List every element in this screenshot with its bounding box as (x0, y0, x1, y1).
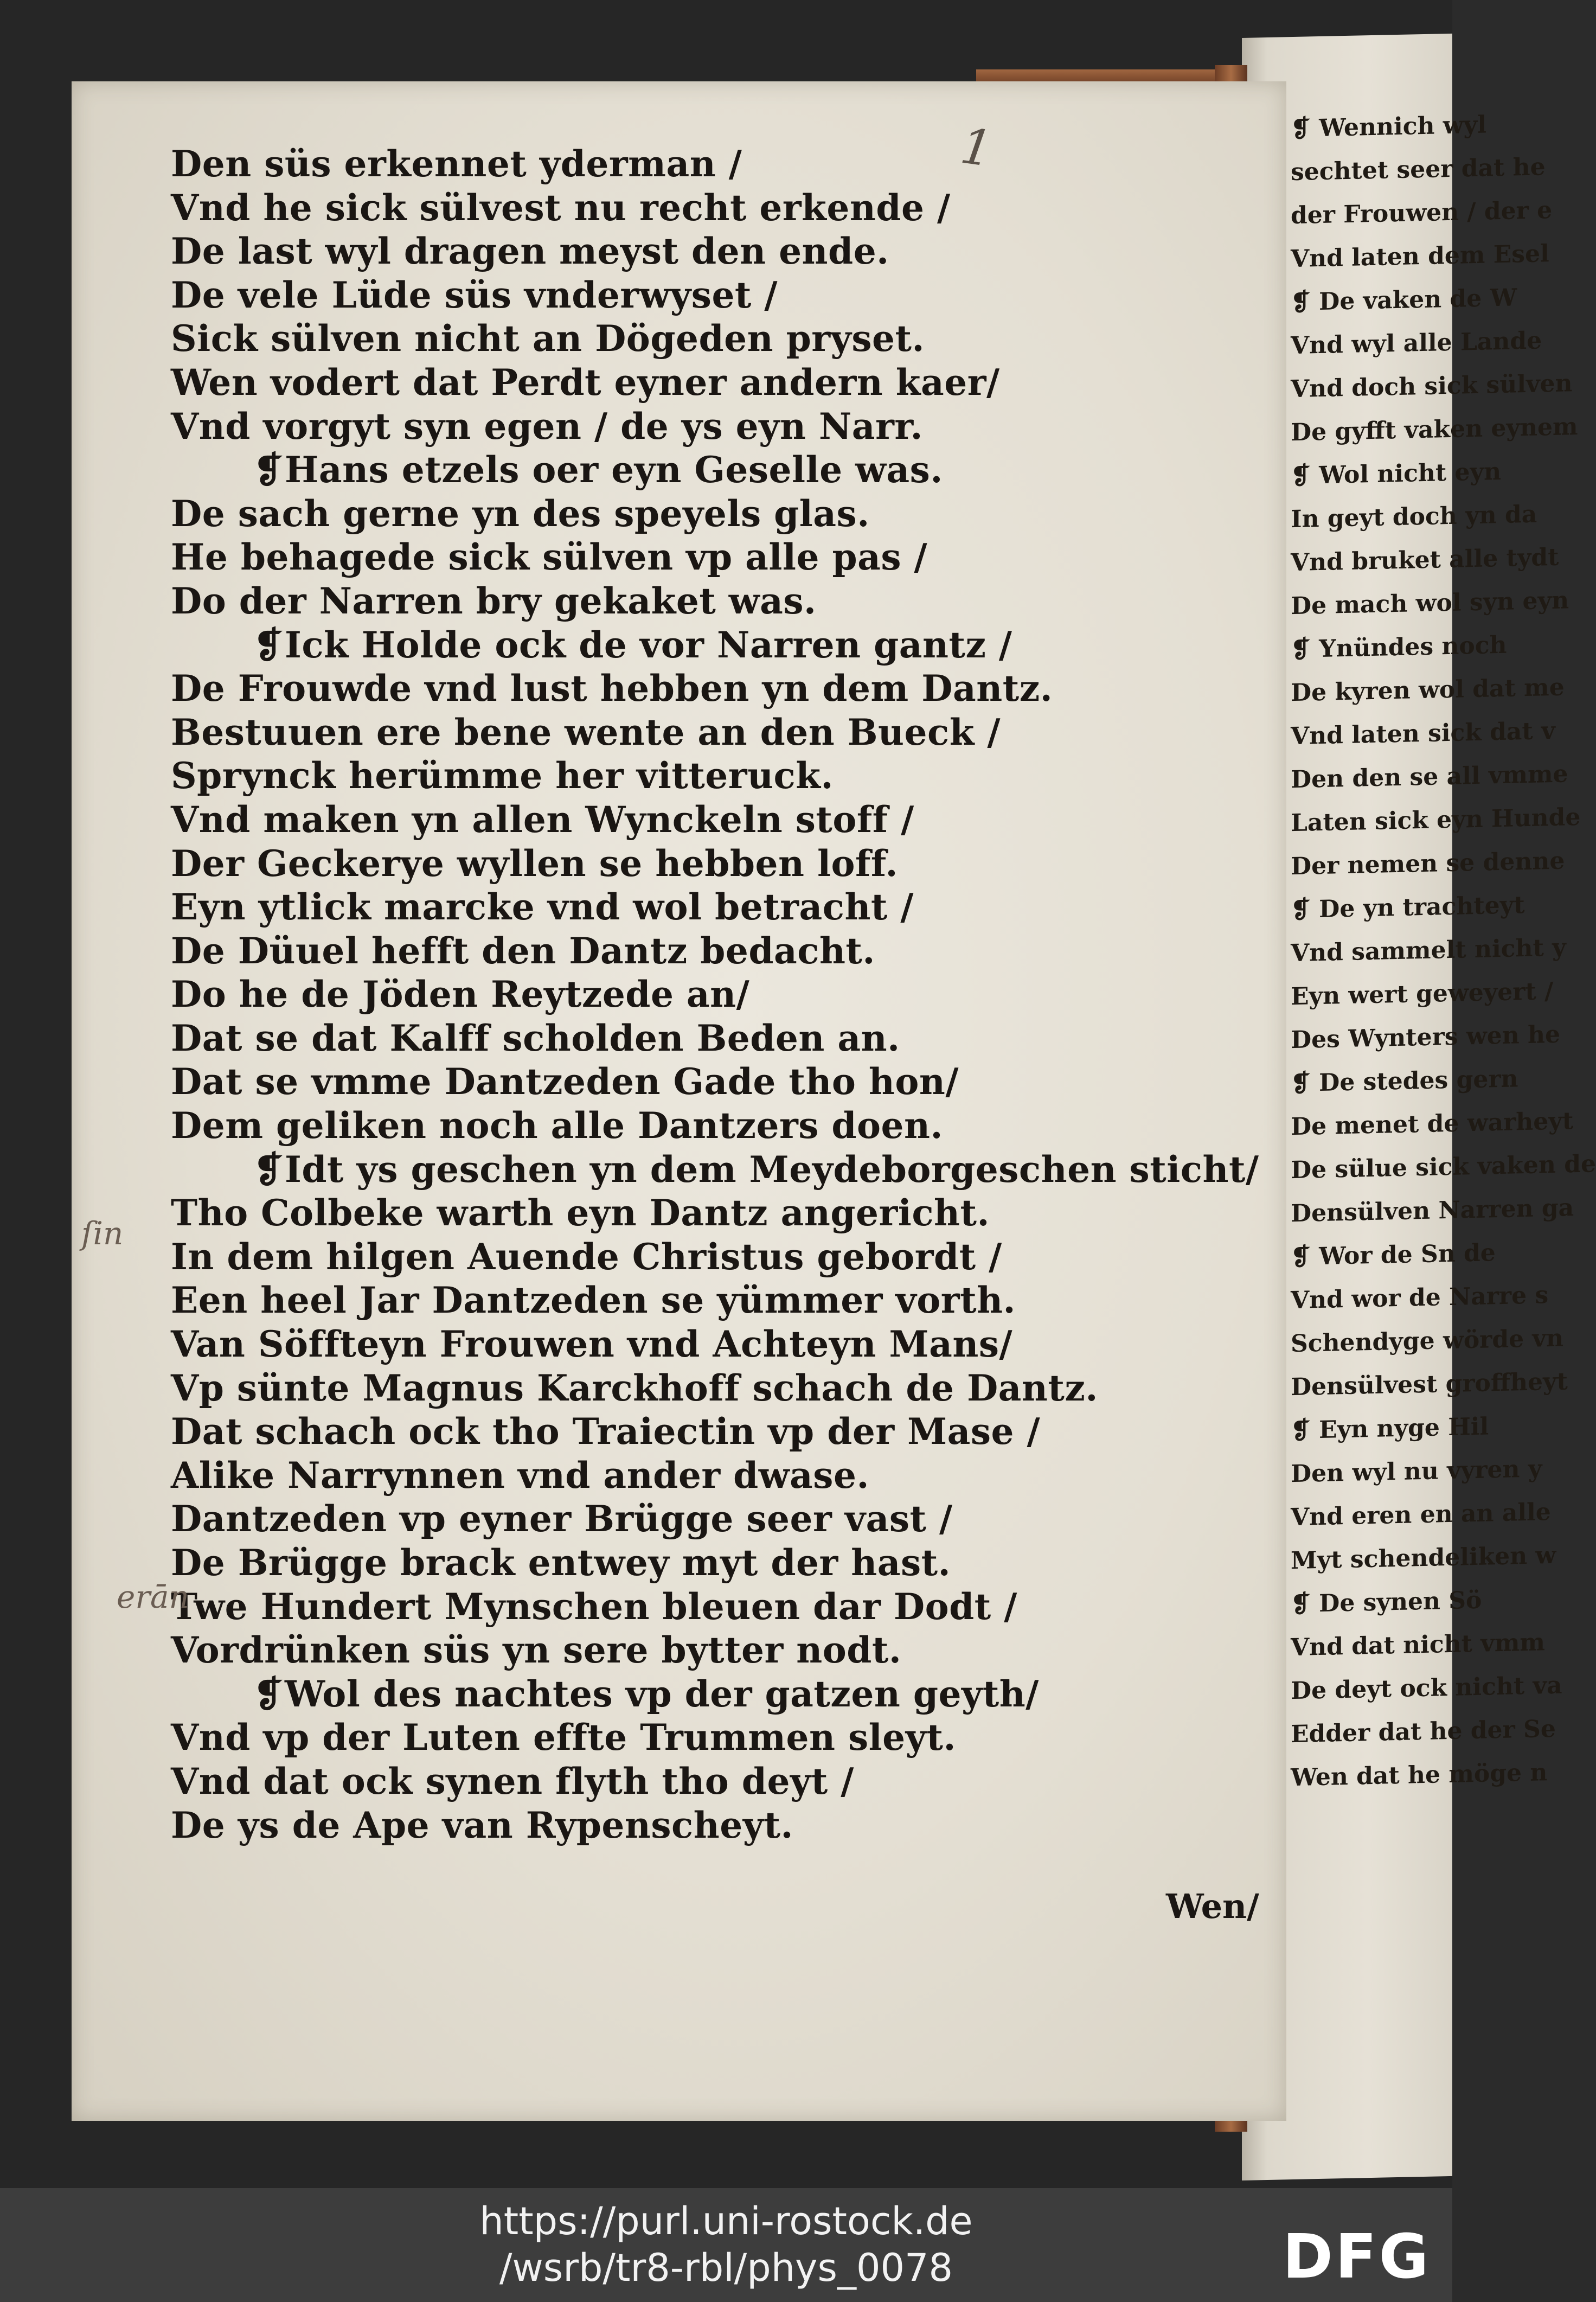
verse-line-text: In dem hilgen Auende Christus gebordt / (171, 1235, 1002, 1278)
verse-line-text: Hans etzels oer eyn Geselle was. (285, 449, 943, 491)
next-page-line: De kyren wol dat me (1291, 673, 1565, 707)
verse-line (171, 1191, 1272, 1235)
verse-line (171, 1410, 1272, 1454)
next-page-line: ❡ De synen Sö (1291, 1586, 1482, 1619)
verse-line (171, 405, 1272, 449)
pilcrow-mark: ❡ (253, 1672, 284, 1715)
verse-line-text: Een heel Jar Dantzeden se yümmer vorth. (171, 1279, 1016, 1322)
verse-line-text: Vordrünken süs yn sere bytter nodt. (171, 1629, 902, 1672)
next-page-line: Densülven Narren ga (1291, 1194, 1574, 1228)
verse-line-text: He behagede sick sülven vp alle pas / (171, 536, 928, 579)
verse-line (171, 1454, 1272, 1498)
verse-line (171, 1628, 1272, 1672)
next-page-line: Vnd laten dem Esel (1291, 240, 1549, 273)
permalink-line-1: https://purl.uni-rostock.de (479, 2199, 973, 2243)
verse-line (171, 885, 1272, 929)
next-page-line: Vnd sammelt nicht y (1291, 933, 1566, 968)
verse-line (171, 186, 1272, 230)
next-page-line: ❡ Wennich wyl (1291, 111, 1486, 143)
verse-line (171, 1760, 1272, 1804)
next-page-line: Des Wynters wen he (1291, 1020, 1560, 1054)
verse-line-text: Vnd maken yn allen Wynckeln stoff / (171, 798, 914, 841)
verse-line-text: Dat se vmme Dantzeden Gade tho hon/ (171, 1060, 959, 1103)
verse-line (171, 1585, 1272, 1629)
next-page-line: Vnd wyl alle Lande (1291, 327, 1542, 360)
verse-line (171, 229, 1272, 273)
next-page-line: Myt schendeliken w (1291, 1541, 1556, 1575)
verse-line-text: Wol des nachtes vp der gatzen geyth/ (285, 1672, 1039, 1715)
verse-line (171, 361, 1272, 405)
verse-line-text: Twe Hundert Mynschen bleuen dar Dodt / (171, 1585, 1017, 1628)
next-page-line: Densülvest groffheyt (1291, 1367, 1568, 1402)
verse-line-text: Tho Colbeke warth eyn Dantz angericht. (171, 1192, 990, 1235)
permalink-line-2: /wsrb/tr8-rbl/phys_0078 (499, 2246, 953, 2290)
verse-text (171, 142, 1272, 1847)
verse-line-text: De Frouwde vnd lust hebben yn dem Dantz. (171, 667, 1053, 710)
verse-line (171, 1278, 1272, 1322)
next-page-line: De menet de warheyt (1291, 1107, 1574, 1141)
next-page-line: Den den se all vmme (1291, 760, 1568, 794)
next-page-line: ❡ Ynündes noch (1291, 631, 1507, 664)
pilcrow-mark: ❡ (253, 449, 284, 491)
next-page-line: Laten sick eyn Hunde (1291, 803, 1581, 837)
verse-line (171, 1366, 1272, 1410)
next-page-line: De mach wol syn eyn (1291, 586, 1569, 621)
next-page-line: ❡ Wor de Sn de (1291, 1239, 1496, 1271)
verse-line-text: Den süs erkennet yderman / (171, 143, 742, 185)
verse-line-text: Vnd he sick sülvest nu recht erkende / (171, 186, 951, 229)
next-page-line: Eyn wert geweyert / (1291, 977, 1554, 1011)
verse-line (171, 711, 1272, 754)
verse-line (171, 1235, 1272, 1279)
verse-line (171, 579, 1272, 623)
next-page-line: ❡ De vaken de W (1291, 284, 1517, 317)
verse-line-text: Do der Narren bry gekaket was. (171, 579, 817, 622)
next-page-line: sechtet seer dat he (1291, 153, 1546, 187)
verse-line-text: Alike Narrynnen vnd ander dwase. (171, 1454, 869, 1497)
next-page-line: Vnd doch sick sülven (1291, 369, 1573, 404)
verse-line-text: De vele Lüde süs vnderwyset / (171, 273, 778, 316)
verse-line (171, 1497, 1272, 1541)
viewer-footer (0, 2188, 1452, 2302)
next-page-line: Vnd bruket alle tydt (1291, 543, 1559, 577)
verse-line-text: Dem geliken noch alle Dantzers doen. (171, 1104, 944, 1147)
verse-line-text: Dat se dat Kalff scholden Beden an. (171, 1016, 900, 1059)
verse-line (171, 973, 1272, 1016)
verse-line (171, 1322, 1272, 1366)
verse-line-text: Der Geckerye wyllen se hebben loff. (171, 842, 898, 885)
margin-note: erān (117, 1578, 189, 1615)
verse-line (171, 1104, 1272, 1148)
verse-line-text: Dantzeden vp eyner Brügge seer vast / (171, 1498, 953, 1540)
dfg-logo: DFG (1283, 2222, 1431, 2292)
next-page-line: Den wyl nu vyren y (1291, 1455, 1542, 1488)
verse-line-text: Ick Holde ock de vor Narren gantz / (285, 623, 1012, 666)
verse-line (171, 273, 1272, 317)
next-page-line: ❡ Eyn nyge Hil (1291, 1412, 1489, 1445)
verse-line-text: Idt ys geschen yn dem Meydeborgeschen sticht/ (285, 1148, 1259, 1191)
verse-line-text: De Düuel hefft den Dantz bedacht. (171, 929, 875, 972)
verse-line (171, 1016, 1272, 1060)
next-page-line: ❡ De yn trachteyt (1291, 891, 1525, 924)
verse-line-text: De sach gerne yn des speyels glas. (171, 492, 870, 535)
next-page-line: Schendyge wörde vn (1291, 1324, 1563, 1358)
permalink[interactable] (0, 2198, 1452, 2291)
verse-line (171, 798, 1272, 842)
verse-line-text: De last wyl dragen meyst den ende. (171, 230, 889, 273)
verse-line (171, 1541, 1272, 1585)
verse-line (171, 667, 1272, 711)
next-page-line: Vnd wor de Narre s (1291, 1281, 1549, 1315)
verse-line (171, 1716, 1272, 1760)
next-page-line: Der nemen se denne (1291, 847, 1565, 881)
verse-line-text: De ys de Ape van Rypenscheyt. (171, 1804, 794, 1846)
next-page-text (1291, 104, 1596, 1800)
verse-line (171, 1672, 1272, 1716)
verse-line-text: Vnd dat ock synen flyth tho deyt / (171, 1760, 854, 1802)
next-page-line: der Frouwen / der e (1291, 196, 1553, 230)
verse-line (171, 842, 1272, 886)
verse-line-text: Do he de Jöden Reytzede an/ (171, 973, 750, 1016)
verse-line-text: Vnd vp der Luten effte Trummen sleyt. (171, 1716, 956, 1759)
verse-line-text: Wen vodert dat Perdt eyner andern kaer/ (171, 361, 1000, 404)
verse-line-text: Vnd vorgyt syn egen / de ys eyn Narr. (171, 405, 924, 447)
next-page-line: De deyt ock nicht va (1291, 1671, 1562, 1705)
verse-line (171, 623, 1272, 667)
verse-line (171, 535, 1272, 579)
verse-line-text: Eyn ytlick marcke vnd wol betracht / (171, 886, 914, 929)
next-page-line: In geyt doch yn da (1291, 500, 1537, 534)
verse-line (171, 1060, 1272, 1104)
catchword: Wen/ (1166, 1887, 1259, 1926)
verse-line (171, 929, 1272, 973)
pilcrow-mark: ❡ (253, 1148, 284, 1191)
next-page-line: De sülue sick vaken de (1291, 1150, 1596, 1185)
next-page-line: De gyfft vaken eynem (1291, 413, 1578, 447)
next-page-line: Wen dat he möge n (1291, 1759, 1548, 1792)
verse-line (171, 1148, 1272, 1192)
verse-line (171, 492, 1272, 536)
verse-line-text: Vp sünte Magnus Karckhoff schach de Dantz. (171, 1366, 1098, 1409)
verse-line-text: Sprynck herümme her vitteruck. (171, 754, 834, 797)
verse-line (171, 317, 1272, 361)
verse-line (171, 448, 1272, 492)
next-page-line: ❡ De stedes gern (1291, 1065, 1518, 1098)
verse-line-text: Van Söffteyn Frouwen vnd Achteyn Mans/ (171, 1323, 1013, 1366)
next-page-line: Vnd laten sick dat v (1291, 717, 1555, 751)
next-page-line: Vnd eren en an alle (1291, 1498, 1551, 1532)
next-page-line: Vnd dat nicht vmm (1291, 1628, 1545, 1662)
pilcrow-mark: ❡ (253, 623, 284, 666)
verse-line-text: Sick sülven nicht an Dögeden pryset. (171, 317, 925, 360)
verse-line (171, 142, 1272, 186)
verse-line-text: De Brügge brack entwey myt der hast. (171, 1542, 951, 1584)
verse-line (171, 1804, 1272, 1847)
verse-line-text: Bestuuen ere bene wente an den Bueck / (171, 711, 1001, 753)
folio-mark: 1 (957, 117, 996, 178)
next-page-line: Edder dat he der Se (1291, 1715, 1556, 1749)
next-page-line: ❡ Wol nicht eyn (1291, 457, 1502, 490)
verse-line (171, 754, 1272, 798)
margin-note: ſin (81, 1215, 124, 1252)
verse-line-text: Dat schach ock tho Traiectin vp der Mase / (171, 1410, 1041, 1453)
